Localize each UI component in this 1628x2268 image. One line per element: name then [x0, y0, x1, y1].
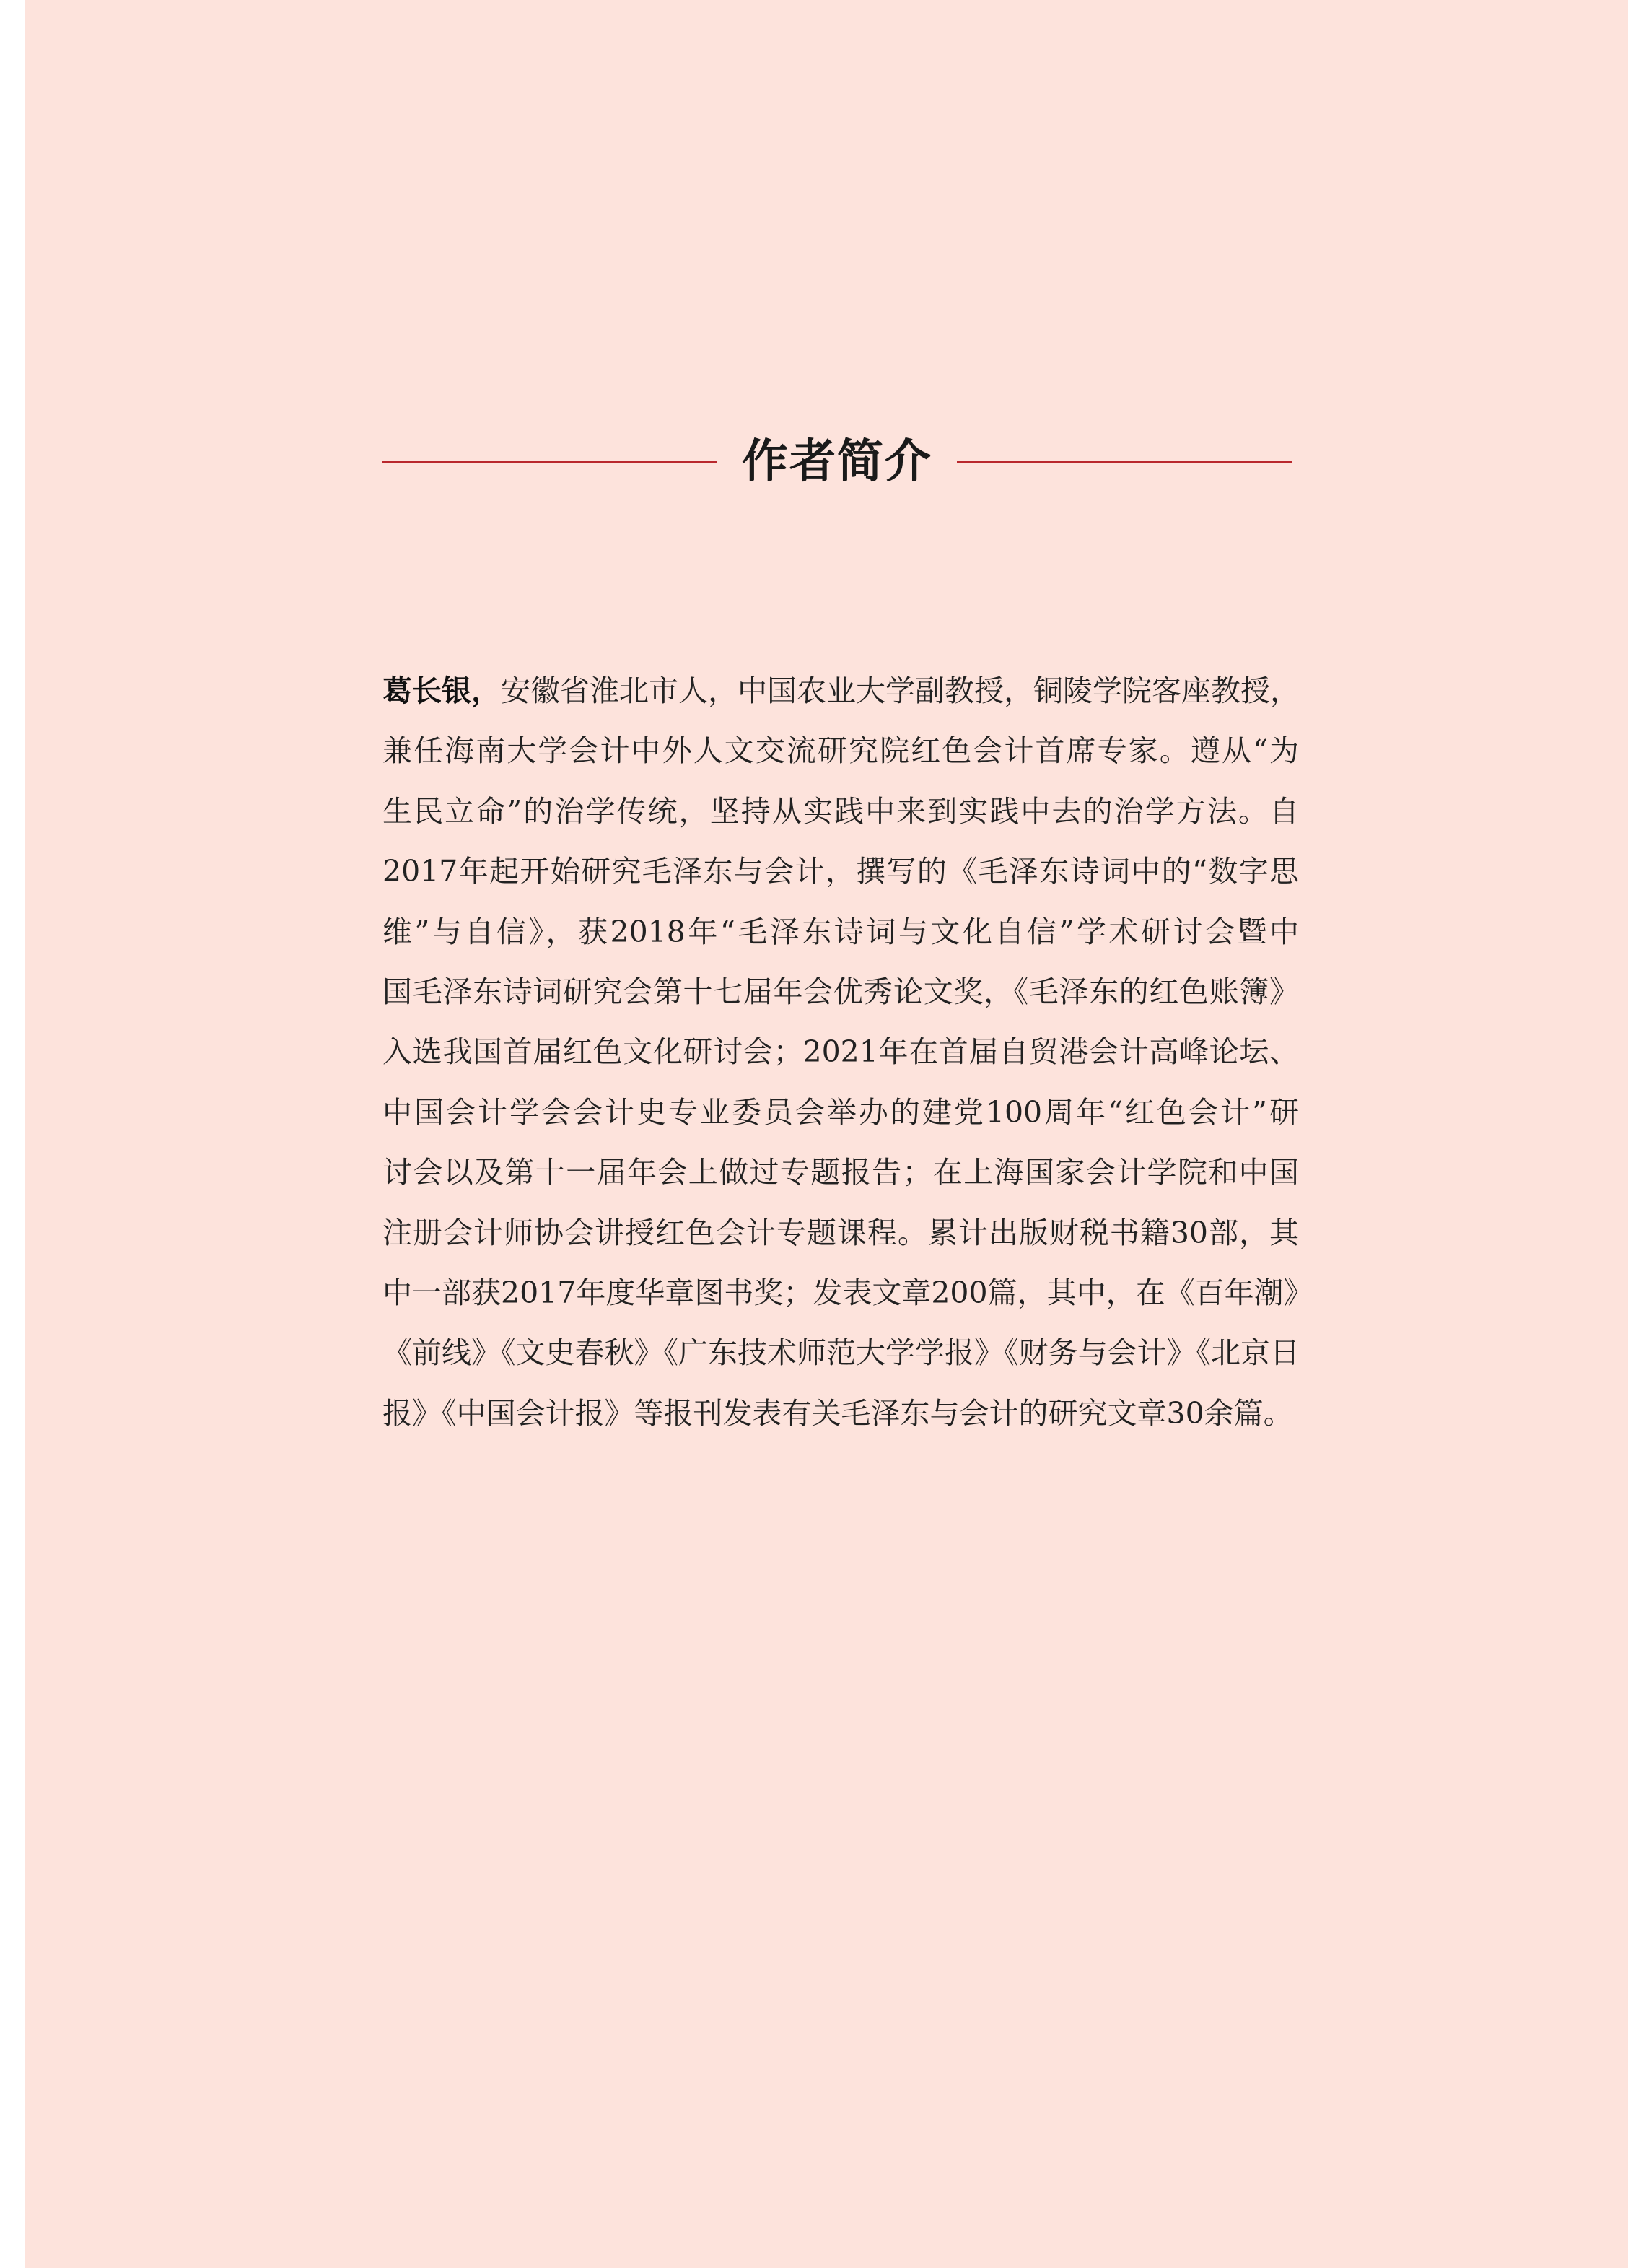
- bio-line-9: 讨会以及第十一届年会上做过专题报告；在上海国家会计学院和中国: [382, 1155, 1299, 1190]
- book-page: [25, 0, 1628, 2268]
- author-bio: [382, 661, 1313, 1444]
- bio-line-2: 兼任海南大学会计中外人文交流研究院红色会计首席专家。遵从“为: [382, 733, 1299, 769]
- section-title: 作者简介: [742, 435, 932, 489]
- bio-line-11: 中一部获2017年度华章图书奖；发表文章200篇，其中，在《百年潮》: [382, 1275, 1313, 1310]
- left-divider-rule: [382, 461, 717, 463]
- bio-line-13: 报》《中国会计报》等报刊发表有关毛泽东与会计的研究文章30余篇。: [382, 1395, 1293, 1431]
- bio-line-8: 中国会计学会会计史专业委员会举办的建党100周年“红色会计”研: [382, 1094, 1299, 1130]
- bio-line-6: 国毛泽东诗词研究会第十七届年会优秀论文奖，《毛泽东的红色账簿》: [382, 974, 1299, 1009]
- bio-line-5: 维”与自信》，获2018年“毛泽东诗词与文化自信”学术研讨会暨中: [382, 914, 1299, 949]
- section-header: [382, 432, 1292, 492]
- bio-line-3: 生民立命”的治学传统，坚持从实践中来到实践中去的治学方法。自: [382, 793, 1299, 829]
- right-divider-rule: [957, 461, 1292, 463]
- bio-line-text: 安徽省淮北市人，中国农业大学副教授，铜陵学院客座教授，: [501, 673, 1300, 708]
- bio-line-1: [382, 661, 1299, 721]
- bio-line-12: 《前线》《文史春秋》《广东技术师范大学学报》《财务与会计》《北京日: [382, 1335, 1300, 1371]
- bio-line-4: 2017年起开始研究毛泽东与会计，撰写的《毛泽东诗词中的“数字思: [382, 854, 1299, 889]
- bio-line-10: 注册会计师协会讲授红色会计专题课程。累计出版财税书籍30部，其: [382, 1215, 1299, 1250]
- author-name: 葛长银，: [382, 673, 501, 708]
- bio-line-7: 入选我国首届红色文化研讨会；2021年在首届自贸港会计高峰论坛、: [382, 1034, 1299, 1070]
